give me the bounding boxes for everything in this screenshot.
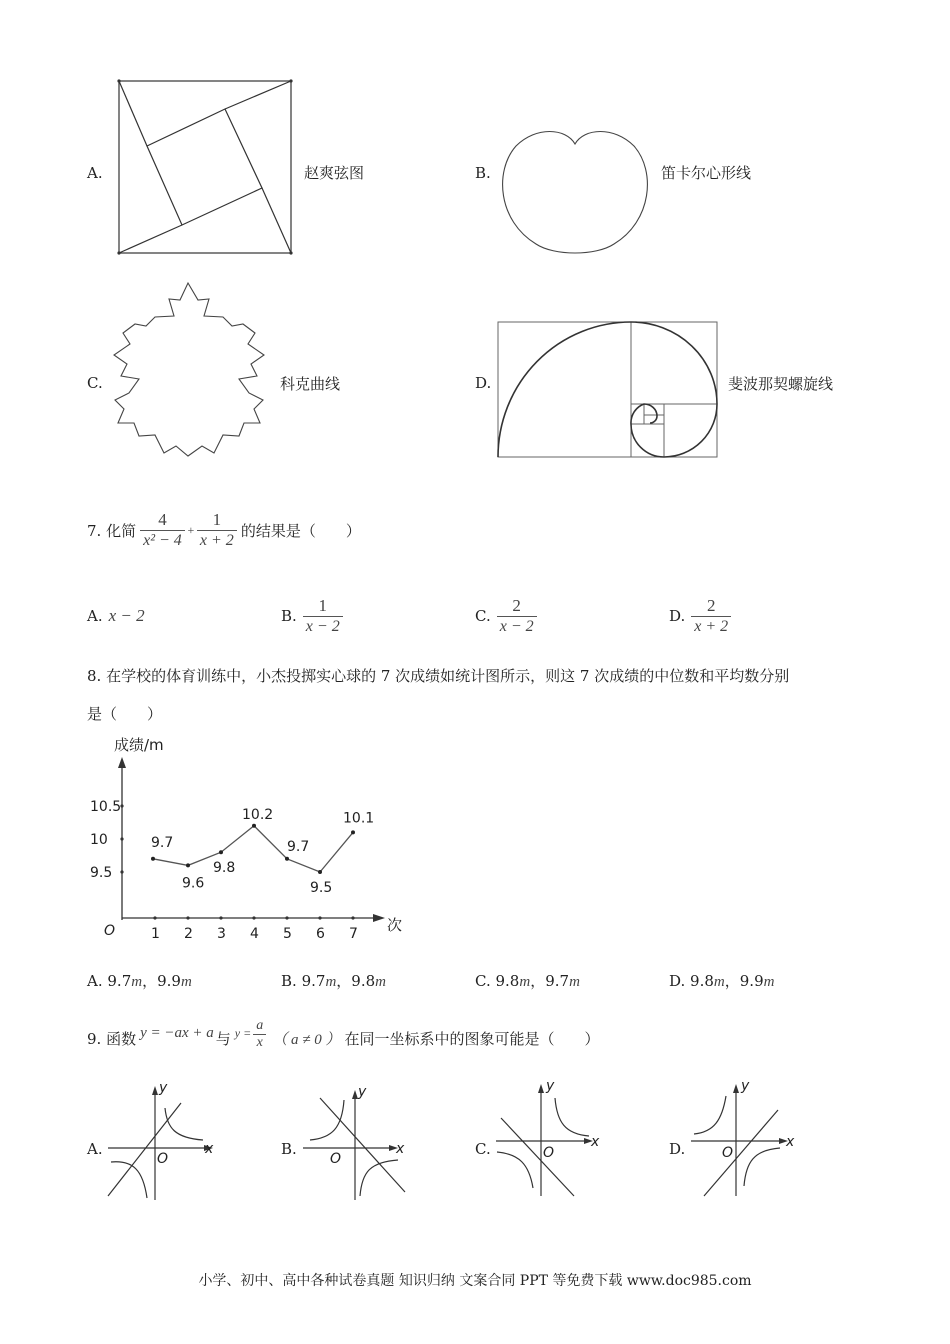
x-tick — [285, 916, 288, 919]
q8-option-c-letter: C. — [475, 972, 491, 990]
x-tick-label: 4 — [250, 926, 259, 942]
q8-option-c-sep: ， — [530, 972, 546, 990]
q7-option-c — [475, 578, 537, 654]
q8-option-c-v2: 9.7 — [545, 972, 570, 990]
q7-fraction-1 — [140, 510, 185, 551]
q8-option-a-v1: 9.7 — [107, 972, 132, 990]
x-tick-label: 5 — [283, 926, 292, 942]
koch-snowflake — [108, 278, 272, 460]
q8-option-a-letter: A. — [87, 972, 103, 990]
q7-plus: + — [186, 522, 195, 537]
score-point — [285, 857, 289, 861]
score-point-label: 10.2 — [242, 806, 274, 823]
q9-a-x-label: x — [205, 1141, 214, 1157]
x-tick — [219, 916, 222, 919]
y-axis-arrow — [118, 757, 126, 768]
x-tick-label: 6 — [316, 926, 325, 942]
score-point-label: 9.5 — [310, 880, 333, 896]
q8-line-2: 是（ ） — [87, 705, 163, 723]
y-tick-label: 9.5 — [90, 865, 113, 881]
q9-conj: 与 — [215, 1029, 231, 1048]
q8-option-c-unit1: m — [519, 974, 531, 990]
q9-option-b-letter: B. — [281, 1140, 297, 1158]
q7-frac1-den: x² − 4 — [140, 530, 185, 551]
q9-a-origin: O — [157, 1151, 169, 1167]
question-9 — [87, 1006, 599, 1070]
q7-option-d-letter: D. — [669, 607, 686, 625]
q8-option-b-unit2: m — [375, 974, 386, 990]
x-tick-label: 3 — [217, 926, 226, 942]
y-tick — [120, 837, 123, 840]
option-d-letter: D. — [475, 374, 492, 392]
y-tick — [120, 870, 123, 873]
score-point-label: 10.1 — [343, 810, 375, 827]
option-c-letter: C. — [87, 374, 103, 392]
q8-option-d-unit1: m — [713, 974, 725, 990]
q9-a-y-label: y — [159, 1080, 168, 1096]
q7-option-b-num: 1 — [318, 595, 327, 615]
q9-d-origin: O — [722, 1145, 734, 1161]
q8-option-a-unit2: m — [180, 974, 192, 990]
q8-option-d-letter: D. — [669, 972, 686, 990]
score-series-line — [153, 826, 353, 872]
q8-option-b-v1: 9.7 — [301, 972, 326, 990]
q9-graph-b — [298, 1080, 418, 1204]
q7-option-d — [669, 578, 731, 654]
q9-graph-c — [491, 1076, 611, 1200]
x-tick-label: 1 — [151, 926, 160, 942]
q9-option-a-letter: A. — [87, 1140, 103, 1158]
q7-option-b-frac — [303, 596, 343, 637]
q9-func-2-lhs: y = — [234, 1025, 252, 1040]
q8-option-a-v2: 9.9 — [157, 972, 181, 990]
q9-prefix: 9. 函数 — [87, 1029, 137, 1048]
q7-suffix: 的结果是（ ） — [240, 521, 361, 540]
q9-b-x-label: x — [396, 1141, 405, 1157]
q9-d-y-label: y — [741, 1078, 750, 1094]
q7-frac2-den: x + 2 — [197, 530, 237, 551]
q8-option-a — [87, 970, 192, 991]
page-footer: 小学、初中、高中各种试卷真题 知识归纳 文案合同 PPT 等免费下载 www.doc985.com — [198, 1273, 752, 1289]
q9-c-x-label: x — [591, 1134, 600, 1150]
q9-c-origin: O — [543, 1145, 555, 1161]
q8-option-d-sep: ， — [724, 972, 740, 990]
option-b-caption: 笛卡尔心形线 — [661, 164, 752, 182]
score-line-chart — [84, 730, 414, 945]
q9-suffix: 在同一坐标系中的图象可能是（ ） — [344, 1029, 600, 1048]
q9-graph-d — [686, 1076, 806, 1200]
score-point — [318, 870, 322, 874]
q8-option-d-v1: 9.8 — [690, 972, 714, 990]
q8-option-b-unit1: m — [325, 974, 337, 990]
q7-frac2-num: 1 — [212, 509, 222, 529]
q8-option-a-unit1: m — [131, 974, 143, 990]
score-point-label: 9.8 — [213, 860, 236, 877]
x-axis-arrow — [373, 914, 385, 922]
q8-option-d-v2: 9.9 — [739, 972, 764, 990]
q8-option-c-v1: 9.8 — [495, 972, 520, 990]
option-a-letter: A. — [87, 164, 103, 182]
option-b-letter: B. — [475, 164, 491, 182]
q9-graph-a — [103, 1080, 223, 1204]
q9-func-2-frac — [253, 1018, 266, 1051]
q8-option-d-unit2: m — [763, 974, 775, 990]
q9-func-1: y = −ax + a — [140, 1024, 214, 1041]
option-d-caption: 斐波那契螺旋线 — [728, 375, 834, 393]
zhao-shuang-diagram — [112, 76, 298, 260]
q7-option-a — [87, 578, 145, 654]
question-7 — [87, 490, 361, 570]
score-point-label: 9.7 — [287, 838, 310, 855]
q7-option-d-num: 2 — [706, 595, 716, 615]
x-tick-label: 7 — [349, 926, 358, 942]
q8-option-b — [281, 970, 386, 991]
q8-option-c — [475, 970, 580, 991]
q9-f2-den: x — [253, 1034, 266, 1051]
option-c-caption: 科克曲线 — [280, 375, 341, 393]
q9-f2-num: a — [256, 1017, 264, 1033]
q7-fraction-2 — [197, 510, 237, 551]
y-tick-label: 10 — [90, 832, 108, 848]
q7-option-b-letter: B. — [281, 607, 297, 625]
x-tick — [318, 916, 321, 919]
q7-option-c-num: 2 — [512, 595, 521, 615]
score-point-label: 9.7 — [151, 834, 174, 851]
q7-option-b-den: x − 2 — [303, 616, 343, 637]
q9-condition: （ a ≠ 0 ） — [272, 1031, 341, 1048]
score-point — [151, 857, 155, 861]
q7-option-a-expr: x − 2 — [108, 606, 145, 625]
score-point — [351, 830, 355, 834]
q7-option-c-frac — [497, 596, 537, 637]
q8-option-b-v2: 9.8 — [351, 972, 376, 990]
q8-option-b-letter: B. — [281, 972, 297, 990]
q8-option-d — [669, 970, 774, 991]
q8-line-1: 8. 在学校的体育训练中，小杰投掷实心球的 7 次成绩如统计图所示，则这 7 次成绩的中位数和平均数分别 — [87, 667, 790, 685]
fibonacci-spiral — [494, 316, 722, 462]
origin-label: O — [104, 923, 116, 939]
score-point-label: 9.6 — [182, 875, 205, 892]
score-point — [186, 863, 190, 867]
q7-option-b — [281, 578, 343, 654]
x-tick — [153, 916, 156, 919]
q9-option-d-letter: D. — [669, 1140, 686, 1158]
q7-option-d-den: x + 2 — [691, 616, 731, 637]
q7-option-c-letter: C. — [475, 607, 491, 625]
q9-b-origin: O — [330, 1151, 342, 1167]
q9-b-y-label: y — [358, 1084, 367, 1100]
q7-frac1-num: 4 — [158, 509, 167, 529]
y-tick-label: 10.5 — [90, 799, 122, 815]
q7-option-c-den: x − 2 — [497, 616, 537, 637]
q8-option-c-unit2: m — [569, 974, 580, 990]
q7-option-a-letter: A. — [87, 607, 103, 625]
y-axis-label: 成绩/m — [114, 736, 164, 754]
x-tick — [252, 916, 255, 919]
q8-option-b-sep: ， — [336, 972, 352, 990]
q7-option-d-frac — [691, 596, 731, 637]
score-point — [252, 824, 256, 828]
option-a-caption: 赵爽弦图 — [304, 164, 365, 182]
score-point — [219, 850, 223, 854]
q9-c-y-label: y — [546, 1078, 555, 1094]
q9-d-x-label: x — [786, 1134, 795, 1150]
x-tick-label: 2 — [184, 926, 193, 942]
q8-option-a-sep: ， — [142, 972, 158, 990]
x-axis-label: 次 — [387, 916, 403, 934]
x-tick — [186, 916, 189, 919]
q7-prefix: 7. 化简 — [87, 521, 137, 540]
cardioid-curve — [496, 126, 656, 258]
x-tick — [351, 916, 354, 919]
q9-option-c-letter: C. — [475, 1140, 491, 1158]
